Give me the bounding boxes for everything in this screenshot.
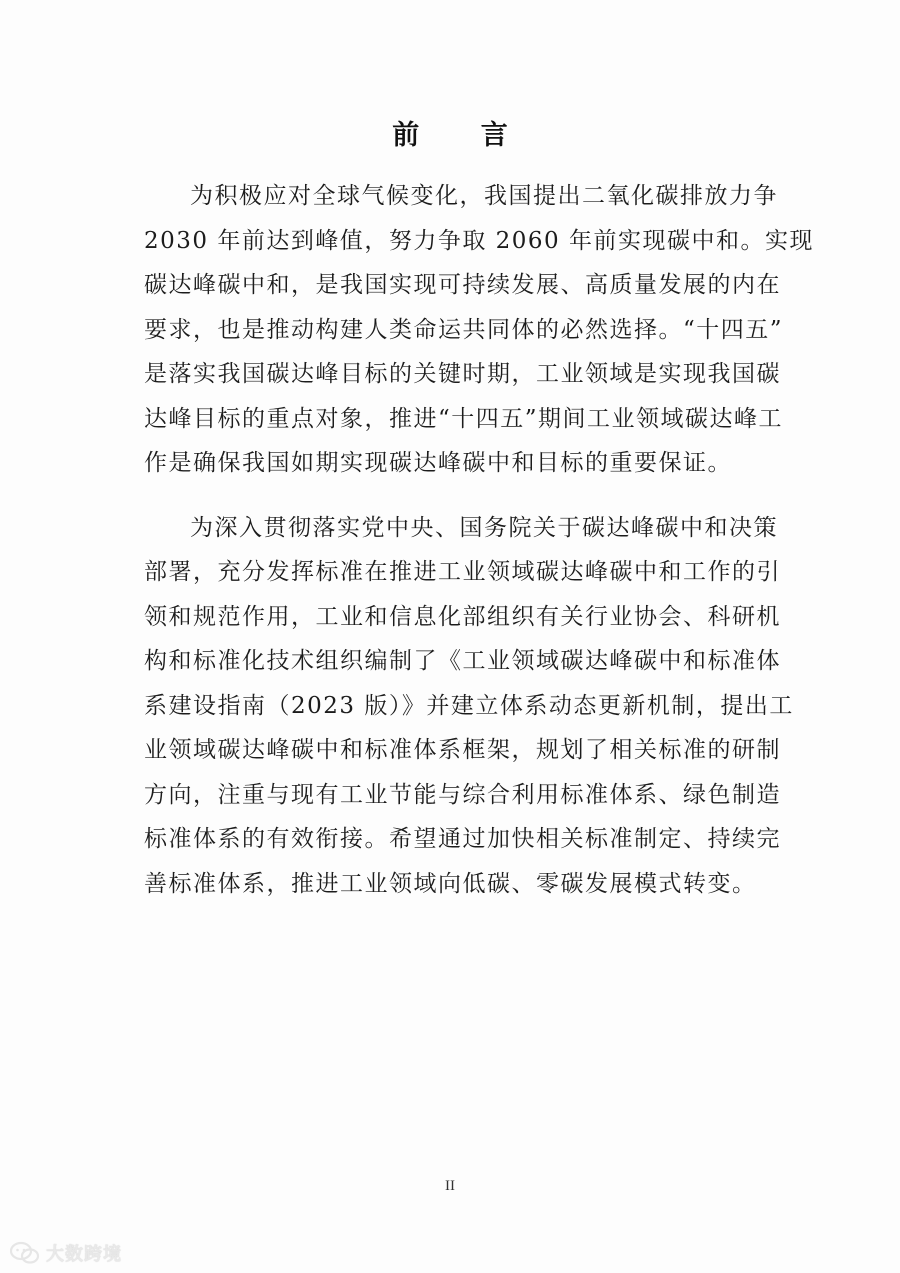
watermark xyxy=(10,1240,122,1266)
paragraph-line: 系建设指南（2023 版）》并建立体系动态更新机制，提出工 xyxy=(144,692,794,719)
paragraph-line: 业领域碳达峰碳中和标准体系框架，规划了相关标准的研制 xyxy=(144,737,781,763)
preface-body xyxy=(144,174,814,926)
paragraph-2 xyxy=(144,506,794,907)
paragraph-line: 为深入贯彻落实党中央、国务院关于碳达峰碳中和决策 xyxy=(190,514,778,541)
paragraph-1 xyxy=(144,174,814,486)
wechat-logo-icon xyxy=(10,1241,40,1265)
paragraph-line: 2030 年前达到峰值，努力争取 2060 年前实现碳中和。实现 xyxy=(144,227,814,254)
watermark-text: 大数跨境 xyxy=(46,1244,122,1265)
paragraph-line: 作是确保我国如期实现碳达峰碳中和目标的重要保证。 xyxy=(144,450,732,476)
paragraph-line: 碳达峰碳中和，是我国实现可持续发展、高质量发展的内在 xyxy=(144,272,781,298)
paragraph-line: 是落实我国碳达峰目标的关键时期，工业领域是实现我国碳 xyxy=(144,361,781,387)
page-number: II xyxy=(445,1178,455,1194)
paragraph-line: 标准体系的有效衔接。希望通过加快相关标准制定、持续完 xyxy=(144,826,781,852)
paragraph-line: 构和标准化技术组织编制了《工业领域碳达峰碳中和标准体 xyxy=(144,648,781,674)
page-title: 前 言 xyxy=(392,120,534,151)
paragraph-line: 领和规范作用，工业和信息化部组织有关行业协会、科研机 xyxy=(144,603,781,630)
paragraph-line: 达峰目标的重点对象，推进“十四五”期间工业领域碳达峰工 xyxy=(144,405,784,432)
paragraph-line: 为积极应对全球气候变化，我国提出二氧化碳排放力争 xyxy=(190,183,778,209)
paragraph-line: 善标准体系，推进工业领域向低碳、零碳发展模式转变。 xyxy=(144,870,757,897)
paragraph-line: 要求，也是推动构建人类命运共同体的必然选择。“十四五” xyxy=(144,316,784,343)
paragraph-line: 部署，充分发挥标准在推进工业领域碳达峰碳中和工作的引 xyxy=(144,559,781,585)
paragraph-line: 方向，注重与现有工业节能与综合利用标准体系、绿色制造 xyxy=(144,781,781,808)
